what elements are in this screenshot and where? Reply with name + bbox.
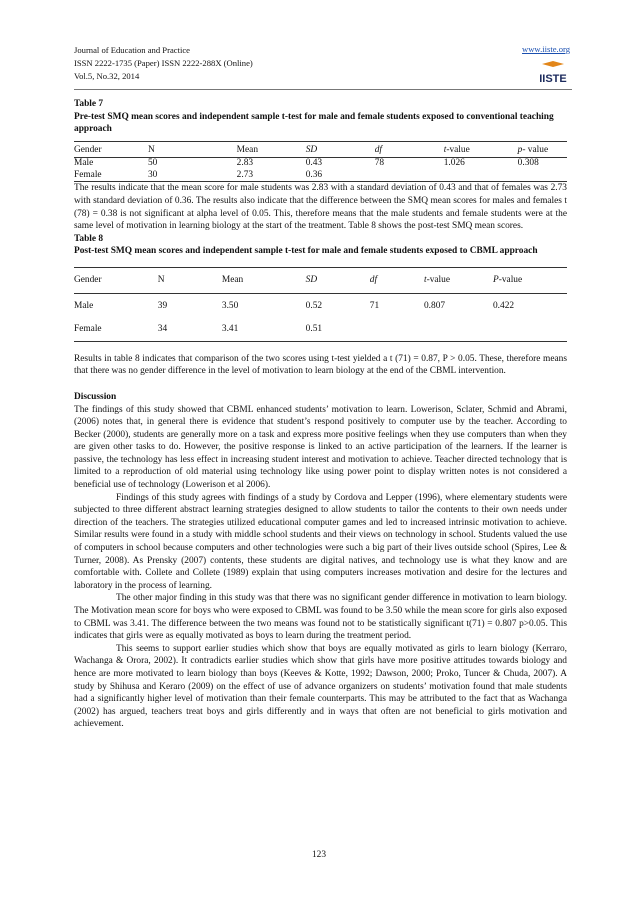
table-header-cell: P-value xyxy=(493,267,567,293)
table-row xyxy=(74,170,567,182)
table-cell: 78 xyxy=(374,158,385,169)
svg-text:IISTE: IISTE xyxy=(539,73,567,85)
table8 xyxy=(74,267,567,342)
table-cell: Male xyxy=(74,158,94,169)
table-header-cell: Gender xyxy=(74,141,148,158)
table-cell: 30 xyxy=(147,169,158,180)
table-cell: 71 xyxy=(369,300,380,311)
table-header-cell: Gender xyxy=(74,267,158,293)
table-cell: 2.73 xyxy=(236,169,254,180)
table-cell: Male xyxy=(74,300,94,311)
discussion-heading: Discussion xyxy=(74,391,117,402)
tvalue-suffix: -value xyxy=(446,144,470,155)
table-cell: 1.026 xyxy=(443,158,465,169)
table8-label: Table 8 xyxy=(74,233,104,244)
discussion-paragraph: This seems to support earlier studies which show that boys are equally motivated as girls to learn biology (Kerraro, Wachanga & Orora, 2002). It contradicts earlier studies which show that girls have more positive attitudes towards biology and hence are more motivated to learn biology than boys (Keeves & Kotte, 1992; Dawson, 2000; Proko, Tuncer & Chuda, 2007). A study by Shihusa and Keraro (2009) on the effect of use of advance organizers on students’ motivation found that male students had a significantly higher level of motivation than their female counterparts. This may be attributed to the fact that as Wachanga (2002) has argued, teachers treat boys and girls differently and in ways that often are not beneficial to girls motivation and achievement. xyxy=(74,643,567,730)
table-header-cell: t-value xyxy=(424,267,493,293)
table-cell: 2.83 xyxy=(236,158,254,169)
table-header-cell: df xyxy=(375,141,444,158)
table-cell: Female xyxy=(74,169,102,180)
table-header-row xyxy=(74,267,567,293)
table8-title: Post-test SMQ mean scores and independent sample t-test for male and female students exposed to CBML approach xyxy=(74,246,538,257)
table-cell: Female xyxy=(74,324,102,335)
table-cell xyxy=(518,170,567,182)
paragraph-table7-results: The results indicate that the mean score for male students was 2.83 with a standard deviation of 0.43 and that of females was 2.73 with standard deviation of 0.36. The results also indicate that the difference between the SMQ mean scores for males and females t (78) = 0.38 is not significant at alpha level of 0.05. This, therefore means that the male students and female students were at the same level of motivation in learning biology at the start of the treatment. Table 8 shows the post-test SMQ mean scores. xyxy=(74,183,567,232)
discussion-paragraph: The other major finding in this study was that there was no significant gender difference in motivation to learn biology. The Motivation mean score for boys who were exposed to CBML was found to be 3.50 while the mean score for girls also exposed to CBML was 3.41. The difference between the two means was found not to be statistically significant t(71) = 0.807 p>0.05. This indicates that girls were as equally motivated as boys to learn during the treatment period. xyxy=(74,593,567,642)
table-header-cell: N xyxy=(158,267,222,293)
table-row xyxy=(74,293,567,317)
table-cell xyxy=(370,317,424,341)
table-header-cell: Mean xyxy=(237,141,306,158)
table-cell: 3.50 xyxy=(221,300,239,311)
table-cell xyxy=(493,317,567,341)
table-cell: 0.36 xyxy=(305,169,323,180)
table-header-cell: SD xyxy=(306,141,375,158)
discussion-paragraph: Findings of this study agrees with findings of a study by Cordova and Lepper (1996), where elementary students were subjected to three different abstract learning strategies designed to allow students to tailor the contents to their own needs under direction of the teachers. The strategies utilized educational computer games and led to increased intrinsic motivation to achieve. Similar results were found in a study with middle school students and their views on technology in school. Students valued the use of computers in school because computers and other technologies were such a big part of their lives outside school (Spires, Lee & Turner, 2008). As Prensky (2007) contents, these students are digital natives, and technology use is what they know and are comfortable with. Collete and Collete (1989) explain that using computers increases motivation and desire for the lectures and laboratory in the process of learning. xyxy=(74,492,567,591)
table-cell xyxy=(444,170,518,182)
journal-url-link[interactable]: www.iiste.org xyxy=(522,44,570,54)
journal-title: Journal of Education and Practice xyxy=(74,45,190,55)
volume-line: Vol.5, No.32, 2014 xyxy=(74,71,140,81)
table7 xyxy=(74,141,567,183)
table7-label: Table 7 xyxy=(74,99,104,109)
table7-title: Pre-test SMQ mean scores and independent sample t-test for male and female students exposed to conventional teaching approach xyxy=(74,111,554,135)
table-header-row xyxy=(74,141,567,158)
table-row xyxy=(74,158,567,170)
table-cell: 0.807 xyxy=(423,300,446,311)
table-cell: 50 xyxy=(147,158,158,169)
table-cell: 34 xyxy=(157,324,168,335)
table-header-cell: p- value xyxy=(518,141,567,158)
table-header-cell: df xyxy=(370,267,424,293)
table-cell: 0.422 xyxy=(492,300,515,311)
paragraph-table8-results: Results in table 8 indicates that comparison of the two scores using t-test yielded a t (71) = 0.87, P > 0.05. These, therefore means that there was no gender difference in the level of motivation to learn biology at the end of the CBML intervention. xyxy=(74,353,567,377)
iiste-logo xyxy=(536,60,570,88)
table-header-cell: t-value xyxy=(444,141,518,158)
page-body xyxy=(74,98,567,731)
table-cell: 0.308 xyxy=(517,158,539,169)
table-cell: 39 xyxy=(157,300,168,311)
table-cell: 3.41 xyxy=(221,324,239,335)
table-row xyxy=(74,317,567,341)
page-number: 123 xyxy=(311,850,327,860)
table-cell: 0.51 xyxy=(305,324,323,335)
table-header-cell: N xyxy=(148,141,237,158)
discussion-paragraph: The findings of this study showed that CBML enhanced students’ motivation to learn. Lowerison, Sclater, Schmid and Abrami, (2006) notes that, in general there is evidence that student’s respond positively to computer use by the teacher. According to Becker (2000), students are generally more on a task and express more positive feelings when they use computers than when they are given other tasks to do. However, the positive response is linked to an active participation of the learners. If the learner is passive, the technology has less effect in increasing student interest and motivation to achieve. Teacher directed technology that is limited to a reproduction of old material using technology like using power point to display written notes is not considered a beneficial use of technology (Lowerison et al 2006). xyxy=(74,404,567,491)
issn-line: ISSN 2222-1735 (Paper) ISSN 2222-288X (Online) xyxy=(74,58,253,68)
header-divider xyxy=(74,89,572,90)
table-header-cell: SD xyxy=(306,267,370,293)
table-cell xyxy=(375,170,444,182)
table-cell: 0.52 xyxy=(305,300,323,311)
table-cell xyxy=(424,317,493,341)
table-header-cell: Mean xyxy=(222,267,306,293)
table-cell: 0.43 xyxy=(305,158,323,169)
